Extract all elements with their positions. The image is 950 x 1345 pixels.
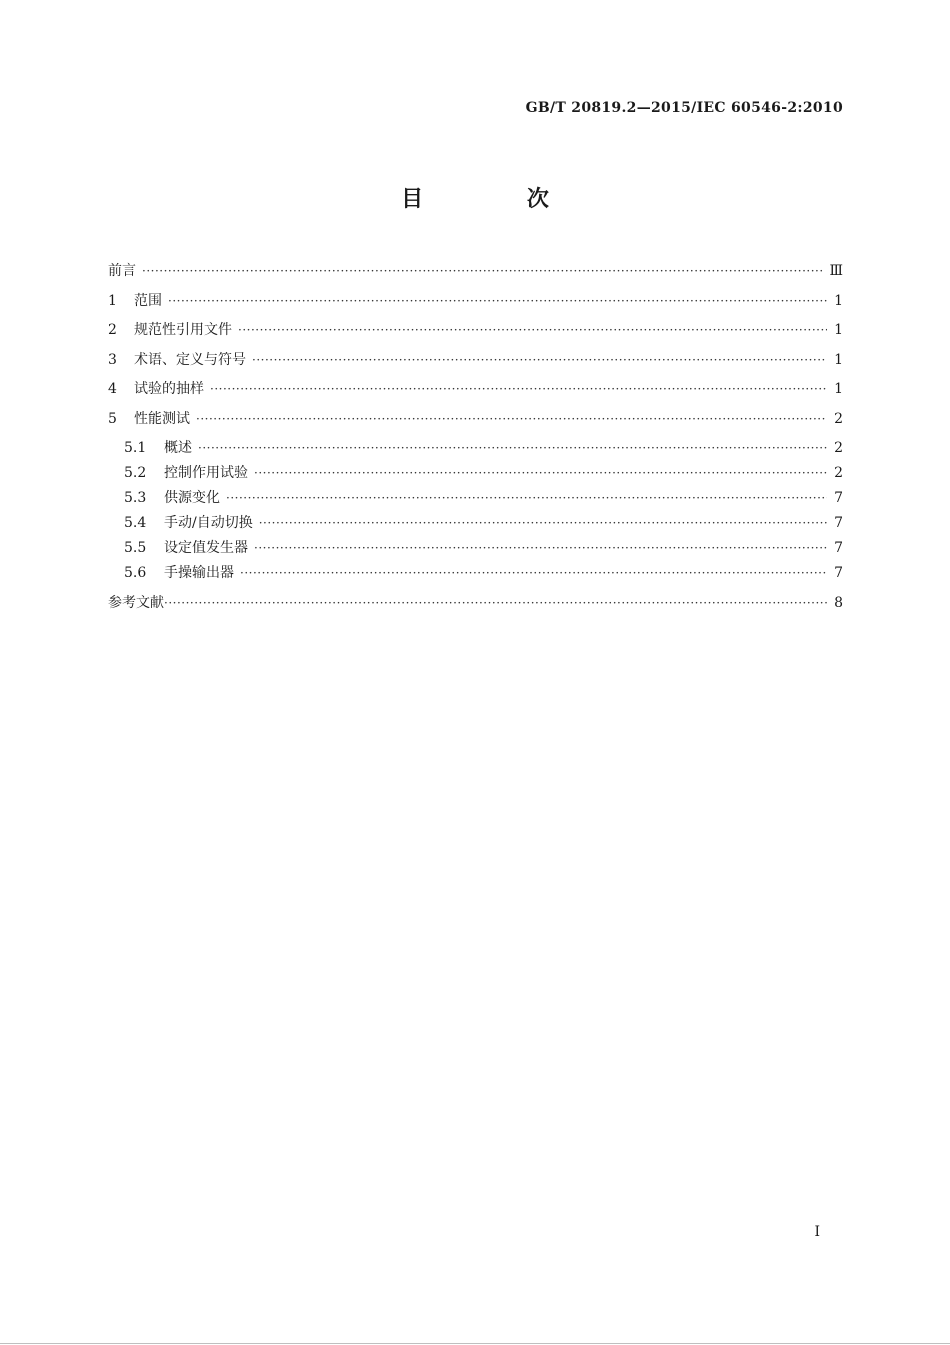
toc-leader-dots <box>226 491 827 505</box>
toc-entry-page: 7 <box>834 490 843 506</box>
toc-leader-dots <box>254 541 827 555</box>
toc-leader-dots <box>196 412 827 426</box>
toc-entry-page: 2 <box>834 440 843 456</box>
toc-entry-title: 控制作用试验 <box>164 465 248 481</box>
toc-entry-page: 2 <box>834 465 843 481</box>
toc-entry-2[interactable] <box>108 319 843 341</box>
toc-leader-dots <box>164 596 827 610</box>
toc-entry-page: 1 <box>834 293 843 309</box>
toc-leader-dots <box>168 294 827 308</box>
toc-leader-dots <box>240 566 827 580</box>
toc-entry-number: 5 <box>108 411 117 427</box>
toc-entry-1[interactable] <box>108 290 843 312</box>
toc-entry-title: 供源变化 <box>164 490 220 506</box>
toc-entry-5-1[interactable] <box>124 437 843 459</box>
toc-entry-5-2[interactable] <box>124 462 843 484</box>
page-number: I <box>814 1224 820 1240</box>
toc-entry-title: 参考文献 <box>108 595 164 611</box>
toc-leader-dots <box>238 323 827 337</box>
toc-entry-page: 2 <box>834 411 843 427</box>
toc-entry-number: 5.3 <box>124 490 147 506</box>
toc-leader-dots <box>142 264 823 278</box>
toc-entry-number: 1 <box>108 293 117 309</box>
page-bottom-edge <box>0 1343 950 1344</box>
toc-entry-number: 5.1 <box>124 440 147 456</box>
toc-entry-page: 1 <box>834 322 843 338</box>
toc-entry-3[interactable] <box>108 349 843 371</box>
toc-entry-number: 5.4 <box>124 515 147 531</box>
toc-entry-title: 手动/自动切换 <box>164 515 253 531</box>
toc-entry-number: 5.5 <box>124 540 147 556</box>
toc-entry-page: 7 <box>834 565 843 581</box>
toc-entry-5-6[interactable] <box>124 562 843 584</box>
toc-entry-number: 4 <box>108 381 117 397</box>
toc-entry-5-5[interactable] <box>124 537 843 559</box>
toc-entry-page: 7 <box>834 515 843 531</box>
toc-entry-title: 概述 <box>164 440 192 456</box>
toc-entry-page: 1 <box>834 352 843 368</box>
toc-entry-number: 3 <box>108 352 117 368</box>
toc-entry-title: 试验的抽样 <box>134 381 204 397</box>
toc-leader-dots <box>259 516 827 530</box>
toc-entry-page: 1 <box>834 381 843 397</box>
toc-entry-title: 性能测试 <box>134 411 190 427</box>
toc-entry-page: Ⅲ <box>829 263 843 279</box>
toc-entry-title: 前言 <box>108 263 136 279</box>
toc-leader-dots <box>198 441 827 455</box>
toc-entry-title: 手操输出器 <box>164 565 234 581</box>
toc-entry-foreword[interactable] <box>108 260 843 282</box>
toc-entry-4[interactable] <box>108 378 843 400</box>
toc-entry-bibliography[interactable] <box>108 592 843 614</box>
toc-entry-5-4[interactable] <box>124 512 843 534</box>
document-header-standard-id: GB/T 20819.2—2015/IEC 60546-2:2010 <box>525 100 843 116</box>
page-title: 目 次 <box>401 187 597 212</box>
toc-entry-number: 2 <box>108 322 117 338</box>
toc-entry-number: 5.6 <box>124 565 147 581</box>
toc-entry-title: 术语、定义与符号 <box>134 352 246 368</box>
toc-entry-title: 规范性引用文件 <box>134 322 232 338</box>
toc-entry-5-3[interactable] <box>124 487 843 509</box>
toc-entry-page: 7 <box>834 540 843 556</box>
toc-entry-title: 范围 <box>134 293 162 309</box>
toc-leader-dots <box>252 353 827 367</box>
toc-leader-dots <box>210 382 827 396</box>
toc-entry-5[interactable] <box>108 408 843 430</box>
toc-entry-page: 8 <box>834 595 843 611</box>
toc-entry-number: 5.2 <box>124 465 147 481</box>
toc-entry-title: 设定值发生器 <box>164 540 248 556</box>
toc-leader-dots <box>254 466 827 480</box>
